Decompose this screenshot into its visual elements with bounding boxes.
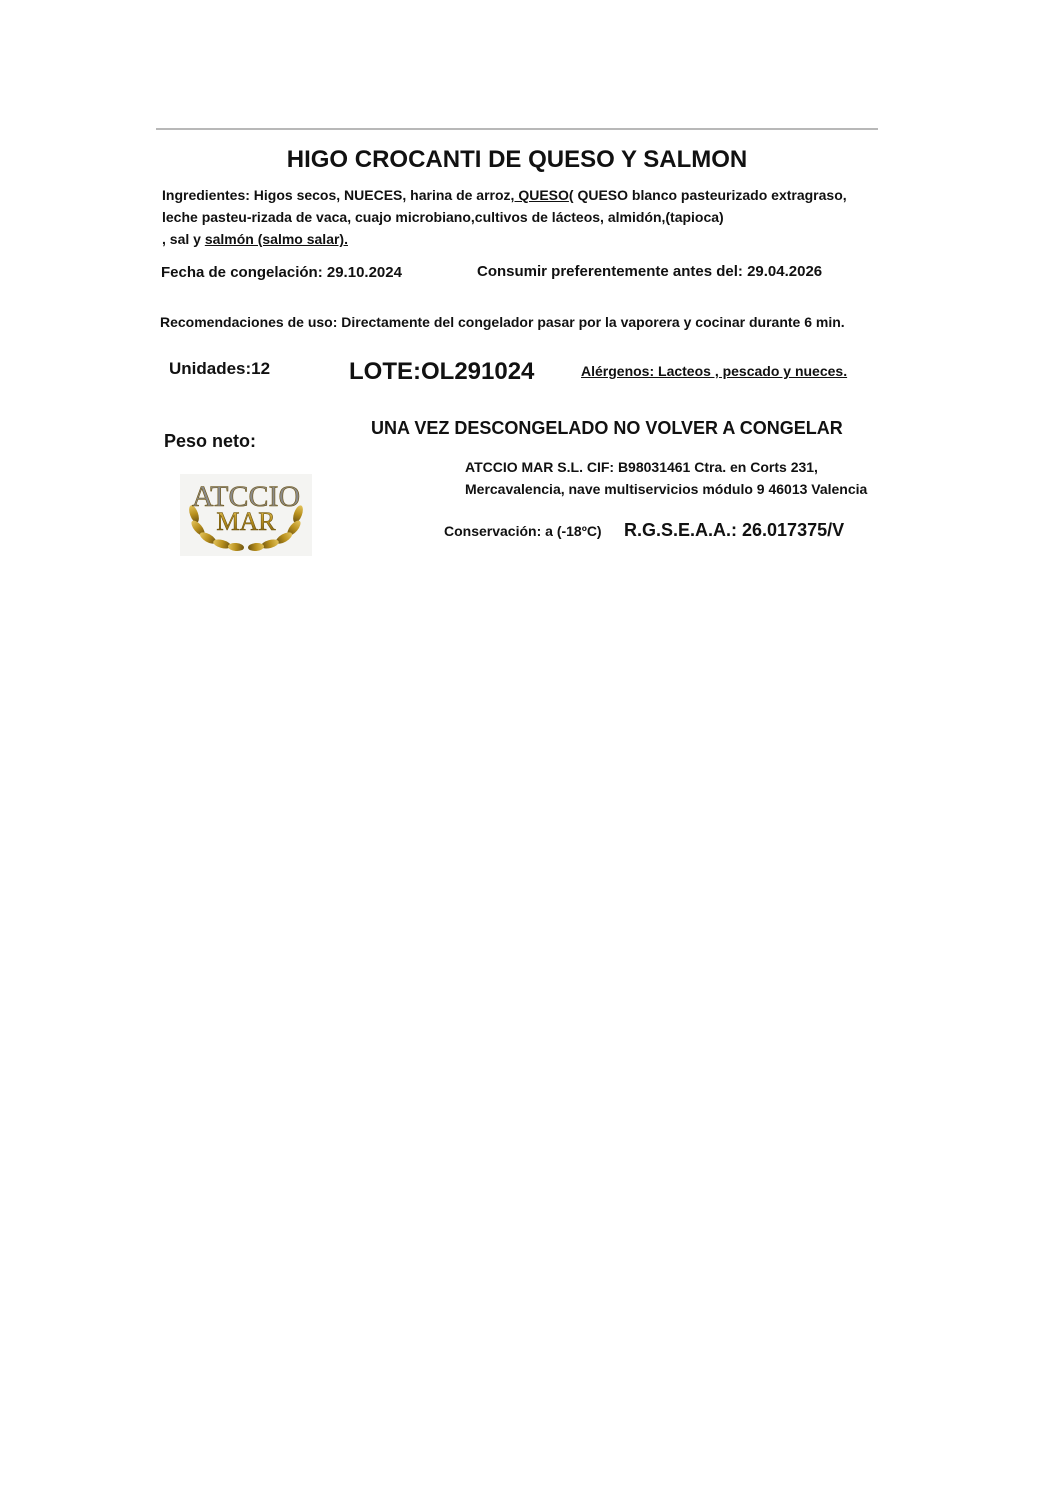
allergens: Alérgenos: Lacteos , pescado y nueces. bbox=[581, 363, 848, 379]
conservation-temperature: Conservación: a (-18ºC) bbox=[444, 523, 602, 539]
lot-number: LOTE:OL291024 bbox=[349, 358, 535, 385]
logo-line-2: MAR bbox=[216, 507, 276, 536]
ingredients-queso: , QUESO bbox=[510, 187, 569, 203]
product-title: HIGO CROCANTI DE QUESO Y SALMON bbox=[286, 146, 748, 173]
best-before-date: Consumir preferentemente antes del: 29.04.2026 bbox=[477, 263, 823, 280]
laurel-wreath-icon bbox=[180, 474, 312, 556]
net-weight: Peso neto: bbox=[164, 431, 257, 451]
company-address-line-2: Mercavalencia, nave multiservicios módulo 9 46013 Valencia bbox=[465, 481, 868, 497]
sanitary-registry: R.G.S.E.A.A.: 26.017375/V bbox=[624, 520, 845, 540]
units-count: Unidades:12 bbox=[169, 359, 271, 378]
atccio-mar-logo bbox=[180, 474, 312, 556]
company-address-line-1: ATCCIO MAR S.L. CIF: B98031461 Ctra. en Corts 231, bbox=[465, 459, 818, 475]
usage-recommendations: Recomendaciones de uso: Directamente del congelador pasar por la vaporera y cocinar durante 6 min. bbox=[160, 314, 845, 330]
ingredients-line-2: leche pasteu-rizada de vaca, cuajo microbiano,cultivos de lácteos, almidón,(tapioca) bbox=[162, 209, 724, 225]
no-refreeze-warning: UNA VEZ DESCONGELADO NO VOLVER A CONGELAR bbox=[371, 418, 843, 438]
ingredients-text: Ingredientes: Higos secos, NUECES, harina de arroz bbox=[162, 187, 511, 203]
logo-line-1: ATCCIO bbox=[191, 480, 301, 513]
ingredients-salt: , sal y bbox=[162, 231, 205, 247]
ingredients-queso-detail: ( QUESO blanco pasteurizado extragraso, bbox=[568, 187, 847, 203]
ingredients-salmon: salmón (salmo salar). bbox=[204, 231, 348, 247]
freeze-date: Fecha de congelación: 29.10.2024 bbox=[161, 264, 402, 281]
top-divider bbox=[156, 128, 878, 130]
ingredients-line-1 bbox=[162, 186, 847, 204]
ingredients-line-3 bbox=[162, 230, 348, 248]
